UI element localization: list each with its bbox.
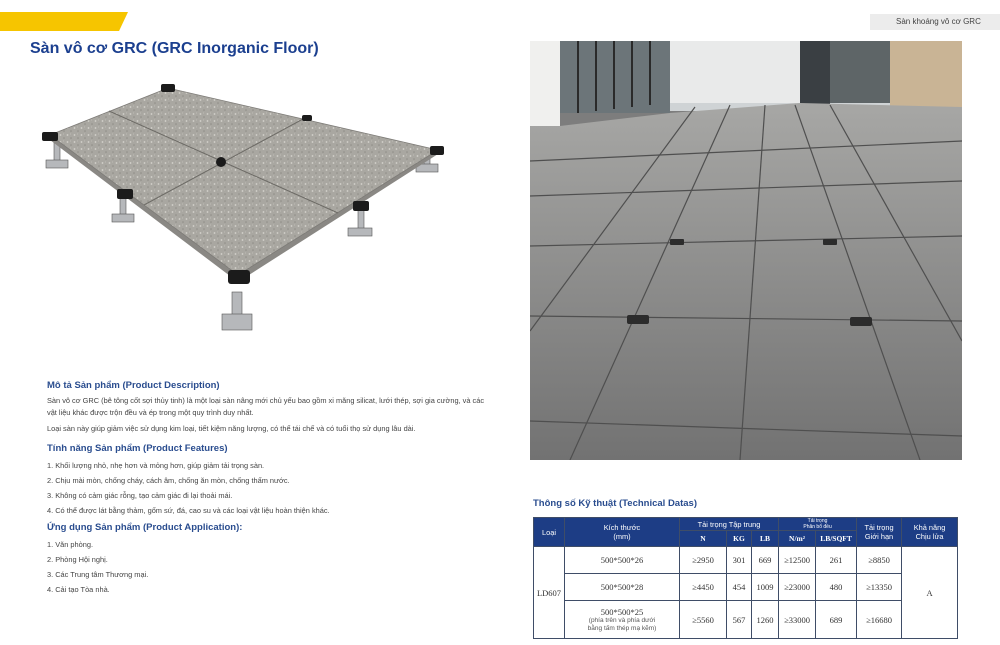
header-type: Loại [534,518,565,547]
lb-cell: 1009 [752,574,779,601]
fire-rating-cell: A [902,547,958,639]
lb-cell: 1260 [752,601,779,639]
kg-cell: 567 [727,601,752,639]
n-cell: ≥5560 [680,601,727,639]
kg-cell: 301 [727,547,752,574]
features-heading: Tính năng Sản phẩm (Product Features) [47,442,228,454]
application-list [47,537,487,597]
n-cell: ≥2950 [680,547,727,574]
list-item: 2. Phòng Hội nghị. [47,554,108,564]
size-cell-with-note [565,601,680,639]
header-size: Kích thước (mm) [565,518,680,547]
list-item: 4. Có thể được lát bằng thảm, gốm sứ, đá, cao su và các loại vật liệu hoàn thiện khác. [47,505,330,515]
technical-spec-table [533,517,958,639]
table-row [534,547,958,574]
description-paragraph-1: Sàn vô cơ GRC (bê tông cốt sợi thủy tinh) là một loại sàn nâng mới chủ yếu bao gồm xi măng silicat, lưới thép, sợi gia cường, và các vật liệu khác được trộn đều và ép trong một quy trình duy nhất. [47,396,485,417]
technical-heading: Thông số Kỹ thuật (Technical Datas) [533,498,697,509]
n-cell: ≥4450 [680,574,727,601]
list-item: 1. Văn phòng. [47,539,94,549]
list-item: 1. Khối lượng nhỏ, nhẹ hơn và mỏng hơn, giúp giảm tải trọng sàn. [47,460,265,470]
lbsqft-cell: 689 [816,601,857,639]
list-item: 4. Cải tạo Tòa nhà. [47,584,110,594]
header-unit-n: N [680,531,727,547]
product-text [47,380,487,597]
ultimate-cell: ≥16680 [857,601,902,639]
lbsqft-cell: 261 [816,547,857,574]
nm2-cell: ≥23000 [779,574,816,601]
description-paragraph-2: Loại sàn này giúp giảm việc sử dụng kim loại, tiết kiệm năng lượng, có thể tái chế và có tuổi thọ sử dụng lâu dài. [47,424,416,433]
nm2-cell: ≥12500 [779,547,816,574]
size-value: 500*500*25 [600,606,644,617]
kg-cell: 454 [727,574,752,601]
lb-cell: 669 [752,547,779,574]
yellow-accent-tab [0,12,128,31]
header-fire-rating: Khả năng Chịu lửa [902,518,958,547]
description-heading: Mô tả Sản phẩm (Product Description) [47,380,220,391]
header-distributed-load: Tải trọng Phân bổ đều [779,518,857,531]
size-cell: 500*500*26 [565,547,680,574]
header-unit-lbsqft: LB/SQFT [816,531,857,547]
application-heading: Ứng dụng Sản phẩm (Product Application): [47,521,243,533]
ultimate-cell: ≥8850 [857,547,902,574]
header-ultimate-load: Tải trọng Giới hạn [857,518,902,547]
lbsqft-cell: 480 [816,574,857,601]
page-title: Sàn vô cơ GRC (GRC Inorganic Floor) [30,40,319,57]
size-note: (phía trên và phía dưới bằng tấm thép mạ kẽm) [587,616,657,632]
features-list [47,458,487,518]
table-row [534,601,958,639]
header-unit-lb: LB [752,531,779,547]
header-concentrated-load: Tải trọng Tập trung [680,518,779,531]
nm2-cell: ≥33000 [779,601,816,639]
model-cell: LD607 [534,547,565,639]
ultimate-cell: ≥13350 [857,574,902,601]
raised-floor-panel-illustration [38,70,463,345]
header-unit-nm2: N/m² [779,531,816,547]
section-label: Sàn khoáng vô cơ GRC [870,14,1000,30]
list-item: 3. Không có cảm giác rỗng, tạo cảm giác đi lại thoải mái. [47,490,233,500]
list-item: 3. Các Trung tâm Thương mại. [47,569,149,579]
list-item: 2. Chịu mài mòn, chống cháy, cách âm, chống ăn mòn, chống thấm nước. [47,475,290,485]
size-cell: 500*500*28 [565,574,680,601]
installed-grc-floor-photo [530,41,962,460]
table-row [534,574,958,601]
header-unit-kg: KG [727,531,752,547]
